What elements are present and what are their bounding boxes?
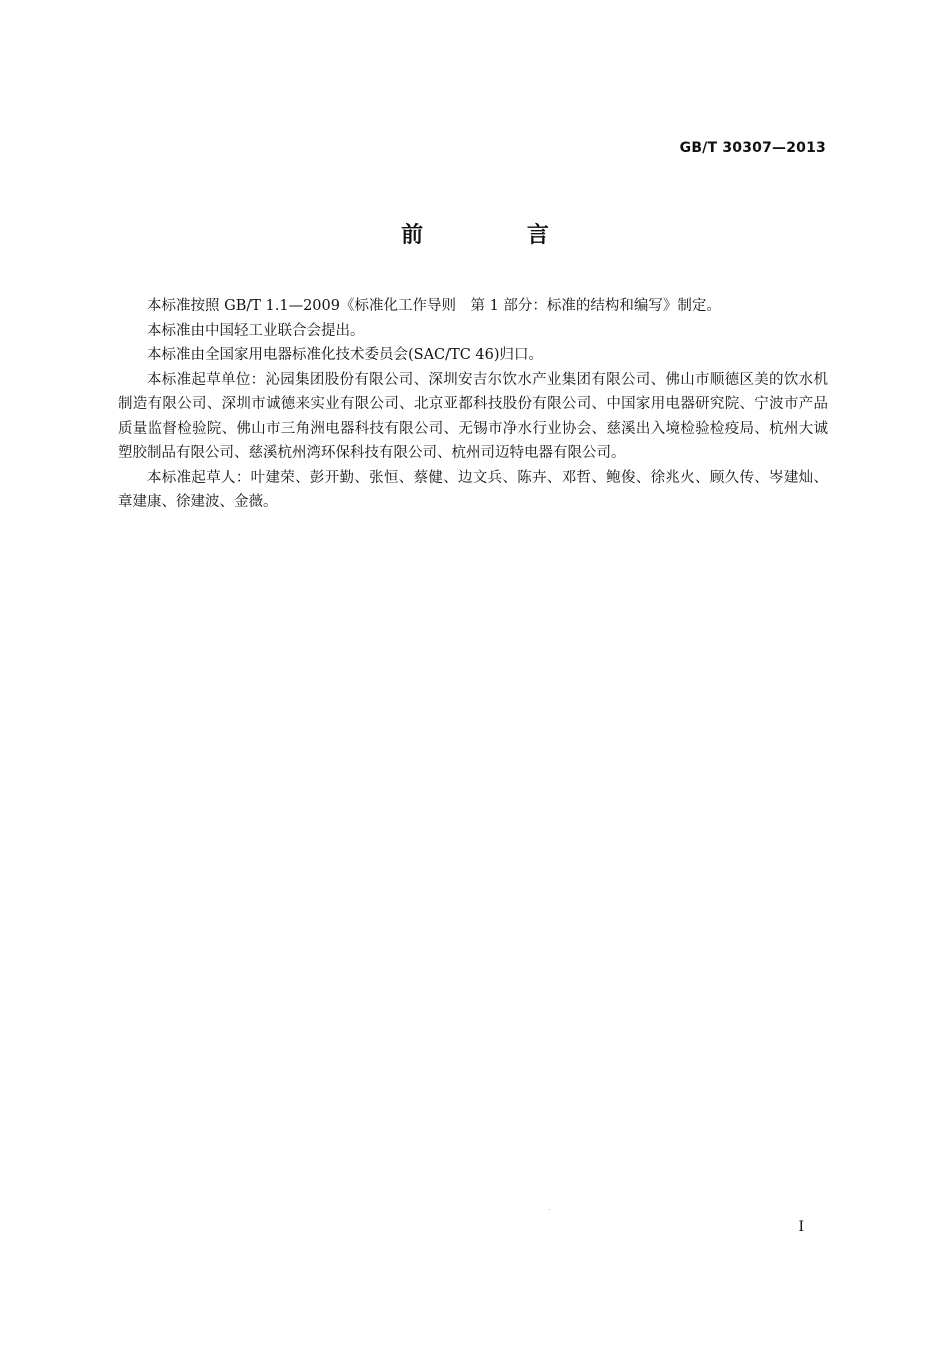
paragraph-drafting-units: 本标准起草单位：沁园集团股份有限公司、深圳安吉尔饮水产业集团有限公司、佛山市顺德区美的饮水机制造有限公司、深圳市诚德来实业有限公司、北京亚都科技股份有限公司、中国家用电器研究院、宁波市产品质量监督检验院、佛山市三角洲电器科技有限公司、无锡市净水行业协会、慈溪出入境检验检疫局、杭州大诚塑胶制品有限公司、慈溪杭州湾环保科技有限公司、杭州司迈特电器有限公司。 bbox=[118, 371, 828, 461]
scan-speck bbox=[549, 1209, 550, 1210]
standard-number: GB/T 30307—2013 bbox=[679, 140, 826, 156]
paragraph-proposer: 本标准由中国轻工业联合会提出。 bbox=[147, 322, 365, 339]
paragraph-drafting-basis: 本标准按照 GB/T 1.1—2009《标准化工作导则 第 1 部分：标准的结构和编写》制定。 bbox=[147, 298, 721, 314]
page-title: 前 言 bbox=[401, 223, 597, 248]
paragraph-administration: 本标准由全国家用电器标准化技术委员会(SAC/TC 46)归口。 bbox=[147, 347, 544, 363]
foreword-body bbox=[118, 294, 828, 515]
paragraph-drafters: 本标准起草人：叶建荣、彭开勤、张恒、蔡健、边文兵、陈卉、邓哲、鲍俊、徐兆火、顾久传、岑建灿、章建康、徐建波、金薇。 bbox=[118, 469, 828, 510]
page-number: I bbox=[798, 1219, 804, 1235]
